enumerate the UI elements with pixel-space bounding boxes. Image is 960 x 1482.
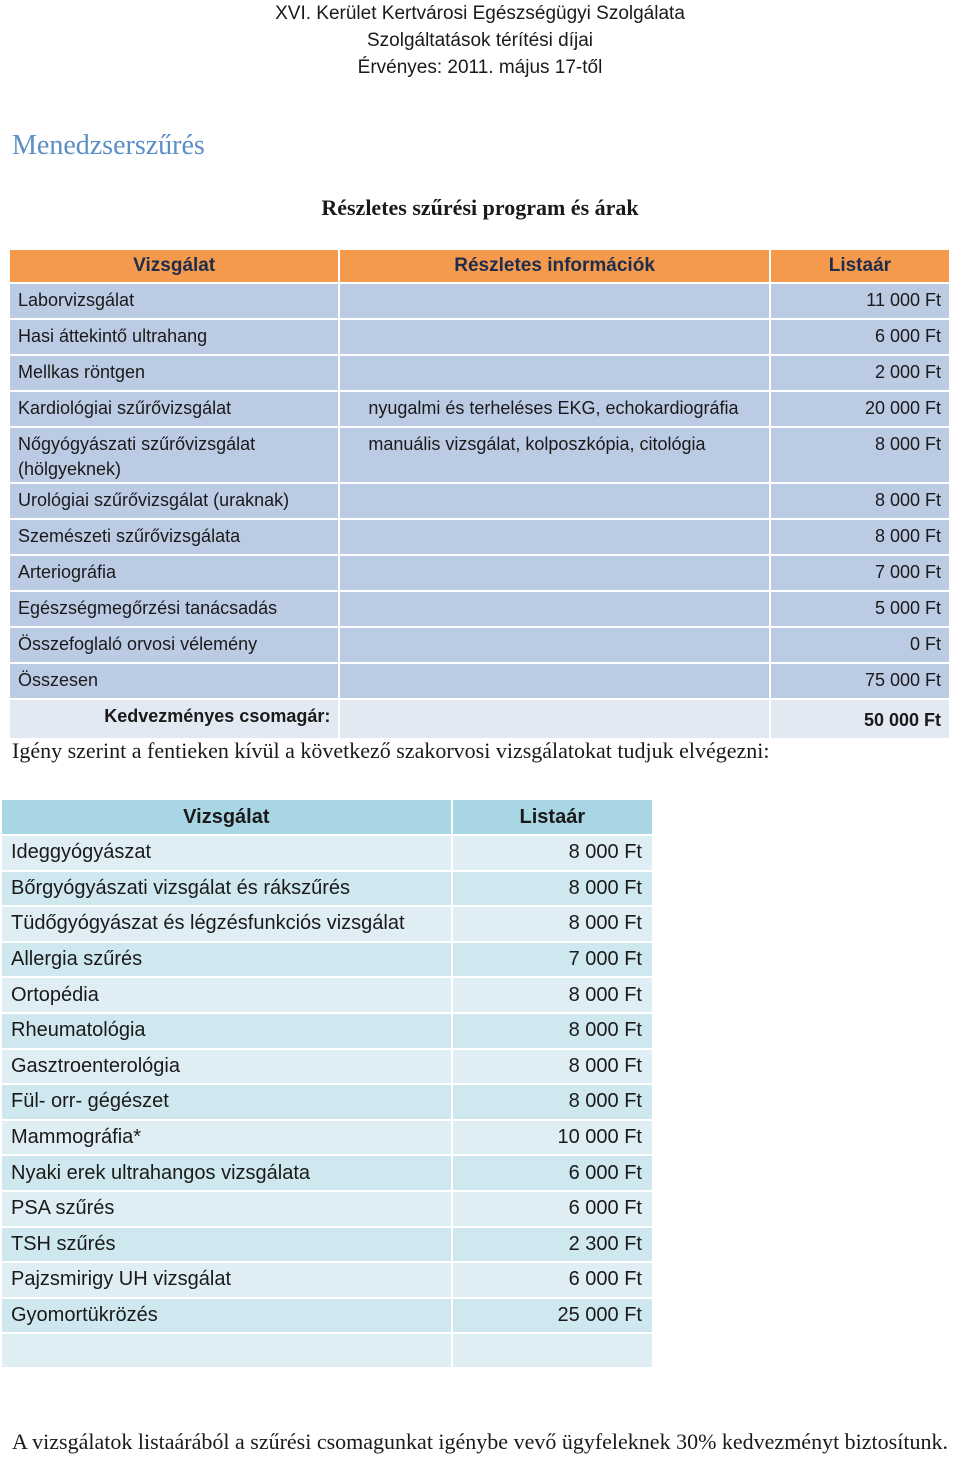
exam-details [340, 556, 770, 592]
column-header-price: Listaár [771, 250, 951, 284]
table-row [10, 628, 951, 664]
exam-name: Urológiai szűrővizsgálat (uraknak) [10, 484, 340, 520]
exam-details [340, 520, 770, 556]
exam-name: Egészségmegőrzési tanácsadás [10, 592, 340, 628]
exam-name: Allergia szűrés [2, 943, 453, 979]
table-row [2, 1014, 654, 1050]
exam-details [340, 664, 770, 700]
exam-price: 8 000 Ft [771, 484, 951, 520]
exam-price: 8 000 Ft [771, 428, 951, 484]
table-row-discount [10, 700, 951, 740]
exam-price: 0 Ft [771, 628, 951, 664]
exam-name: Nőgyógyászati szűrővizsgálat (hölgyeknek) [10, 428, 340, 484]
table-row [10, 556, 951, 592]
exam-name: Tüdőgyógyászat és légzésfunkciós vizsgálat [2, 907, 453, 943]
table-row [10, 428, 951, 484]
table-row [2, 1121, 654, 1157]
exam-name: Bőrgyógyászati vizsgálat és rákszűrés [2, 872, 453, 908]
exam-name: Mammográfia* [2, 1121, 453, 1157]
section-title: Menedzserszűrés [12, 130, 205, 161]
additional-exams-intro: Igény szerint a fentieken kívül a következő szakorvosi vizsgálatokat tudjuk elvégezni: [12, 738, 770, 763]
table-header-row [2, 800, 654, 836]
header-validity: Érvényes: 2011. május 17-től [357, 57, 603, 78]
table-row [2, 1263, 654, 1299]
header-organization: XVI. Kerület Kertvárosi Egészségügyi Szolgálata [275, 3, 685, 24]
table-row [2, 1192, 654, 1228]
table-row [2, 1085, 654, 1121]
table-row [10, 320, 951, 356]
discount-price: 50 000 Ft [771, 700, 951, 740]
screening-program-table [10, 250, 951, 740]
exam-name: Hasi áttekintő ultrahang [10, 320, 340, 356]
empty-cell [2, 1334, 453, 1369]
exam-details [340, 484, 770, 520]
column-header-exam: Vizsgálat [10, 250, 340, 284]
table-row [2, 907, 654, 943]
exam-price: 25 000 Ft [453, 1299, 654, 1335]
table-row [2, 1299, 654, 1335]
exam-price: 8 000 Ft [771, 520, 951, 556]
exam-price: 6 000 Ft [453, 1263, 654, 1299]
column-header-price: Listaár [453, 800, 654, 836]
table-row [10, 484, 951, 520]
exam-name: Ortopédia [2, 978, 453, 1014]
exam-details [340, 320, 770, 356]
exam-name: Szemészeti szűrővizsgálata [10, 520, 340, 556]
exam-name: Rheumatológia [2, 1014, 453, 1050]
exam-price: 8 000 Ft [453, 1085, 654, 1121]
exam-price: 2 300 Ft [453, 1228, 654, 1264]
document-header [0, 0, 960, 81]
table-row [10, 284, 951, 320]
exam-details [340, 592, 770, 628]
exam-price: 5 000 Ft [771, 592, 951, 628]
exam-price: 8 000 Ft [453, 872, 654, 908]
exam-name: Laborvizsgálat [10, 284, 340, 320]
empty-cell [453, 1334, 654, 1369]
exam-price: 8 000 Ft [453, 836, 654, 872]
table-row [10, 592, 951, 628]
exam-name: Összefoglaló orvosi vélemény [10, 628, 340, 664]
exam-price: 6 000 Ft [453, 1192, 654, 1228]
table-row [2, 836, 654, 872]
exam-name: Kardiológiai szűrővizsgálat [10, 392, 340, 428]
table-row [10, 356, 951, 392]
discount-label: Kedvezményes csomagár: [10, 700, 340, 740]
exam-price: 2 000 Ft [771, 356, 951, 392]
exam-details [340, 628, 770, 664]
table-row-empty [2, 1334, 654, 1369]
exam-name: Pajzsmirigy UH vizsgálat [2, 1263, 453, 1299]
table-row-total [10, 664, 951, 700]
discount-note: A vizsgálatok listaárából a szűrési csomagunkat igénybe vevő ügyfeleknek 30% kedvezményt biztosítunk. [12, 1429, 948, 1454]
exam-price: 20 000 Ft [771, 392, 951, 428]
exam-price: 8 000 Ft [453, 907, 654, 943]
exam-details [340, 284, 770, 320]
table-header-row [10, 250, 951, 284]
table-row [2, 872, 654, 908]
program-subtitle: Részletes szűrési program és árak [321, 195, 639, 220]
table-row [2, 978, 654, 1014]
exam-name: Ideggyógyászat [2, 836, 453, 872]
exam-price: 8 000 Ft [453, 1050, 654, 1086]
exam-price: 11 000 Ft [771, 284, 951, 320]
exam-price: 7 000 Ft [453, 943, 654, 979]
exam-name: PSA szűrés [2, 1192, 453, 1228]
exam-details [340, 356, 770, 392]
exam-name: TSH szűrés [2, 1228, 453, 1264]
table-row [2, 1050, 654, 1086]
table-row [10, 392, 951, 428]
total-price: 75 000 Ft [771, 664, 951, 700]
exam-name: Mellkas röntgen [10, 356, 340, 392]
exam-price: 7 000 Ft [771, 556, 951, 592]
exam-details: manuális vizsgálat, kolposzkópia, citológia [340, 428, 770, 484]
exam-name: Gasztroenterológia [2, 1050, 453, 1086]
exam-price: 8 000 Ft [453, 978, 654, 1014]
exam-name: Nyaki erek ultrahangos vizsgálata [2, 1156, 453, 1192]
table-row [2, 1228, 654, 1264]
exam-price: 10 000 Ft [453, 1121, 654, 1157]
column-header-exam: Vizsgálat [2, 800, 453, 836]
exam-name: Gyomortükrözés [2, 1299, 453, 1335]
header-subject: Szolgáltatások térítési díjai [366, 30, 593, 51]
table-row [2, 943, 654, 979]
exam-name: Fül- orr- gégészet [2, 1085, 453, 1121]
exam-price: 6 000 Ft [453, 1156, 654, 1192]
total-label: Összesen [10, 664, 340, 700]
exam-name: Arteriográfia [10, 556, 340, 592]
specialist-exams-table [2, 800, 654, 1369]
table-row [2, 1156, 654, 1192]
discount-empty [340, 700, 770, 740]
column-header-details: Részletes információk [340, 250, 770, 284]
table-row [10, 520, 951, 556]
exam-details: nyugalmi és terheléses EKG, echokardiográfia [340, 392, 770, 428]
exam-price: 6 000 Ft [771, 320, 951, 356]
exam-price: 8 000 Ft [453, 1014, 654, 1050]
